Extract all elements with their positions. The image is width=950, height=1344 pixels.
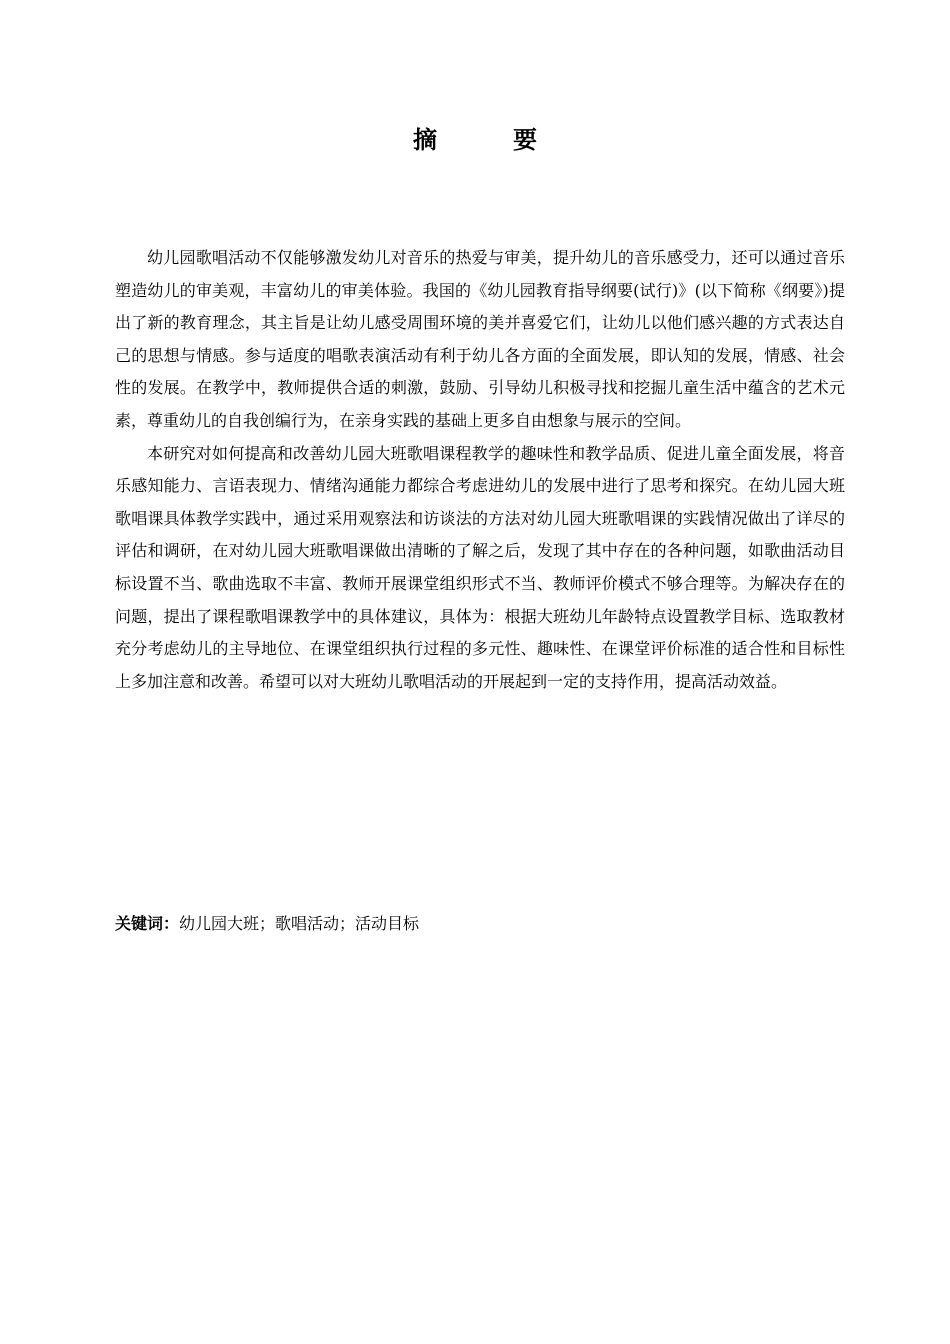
page-title: 摘 要	[413, 126, 563, 154]
keywords-label: 关键词：	[115, 914, 180, 933]
keywords-line	[115, 908, 419, 940]
abstract-paragraph-2: 本研究对如何提高和改善幼儿园大班歌唱课程教学的趣味性和教学品质、促进儿童全面发展，将音乐感知能力、言语表现力、情绪沟通能力都综合考虑进幼儿的发展中进行了思考和探究。在幼儿园大班歌唱课具体教学实践中，通过采用观察法和访谈法的方法对幼儿园大班歌唱课的实践情况做出了详尽的评估和调研，在对幼儿园大班歌唱课做出清晰的了解之后，发现了其中存在的各种问题，如歌曲活动目标设置不当、歌曲选取不丰富、教师开展课堂组织形式不当、教师评价模式不够合理等。为解决存在的问题，提出了课程歌唱课教学中的具体建议，具体为：根据大班幼儿年龄特点设置教学目标、选取教材充分考虑幼儿的主导地位、在课堂组织执行过程的多元性、趣味性、在课堂评价标准的适合性和目标性上多加注意和改善。希望可以对大班幼儿歌唱活动的开展起到一定的支持作用，提高活动效益。	[115, 443, 845, 691]
keywords-text: 幼儿园大班；歌唱活动；活动目标	[179, 914, 420, 933]
abstract-body	[115, 242, 845, 698]
abstract-paragraph-1: 幼儿园歌唱活动不仅能够激发幼儿对音乐的热爱与审美，提升幼儿的音乐感受力，还可以通过音乐塑造幼儿的审美观，丰富幼儿的审美体验。我国的《幼儿园教育指导纲要(试行)》(以下简称《纲要》)提出了新的教育理念，其主旨是让幼儿感受周围环境的美并喜爱它们，让幼儿以他们感兴趣的方式表达自己的思想与情感。参与适度的唱歌表演活动有利于幼儿各方面的全面发展，即认知的发展，情感、社会性的发展。在教学中，教师提供合适的刺激，鼓励、引导幼儿积极寻找和挖掘儿童生活中蕴含的艺术元素，尊重幼儿的自我创编行为，在亲身实践的基础上更多自由想象与展示的空间。	[115, 248, 845, 430]
